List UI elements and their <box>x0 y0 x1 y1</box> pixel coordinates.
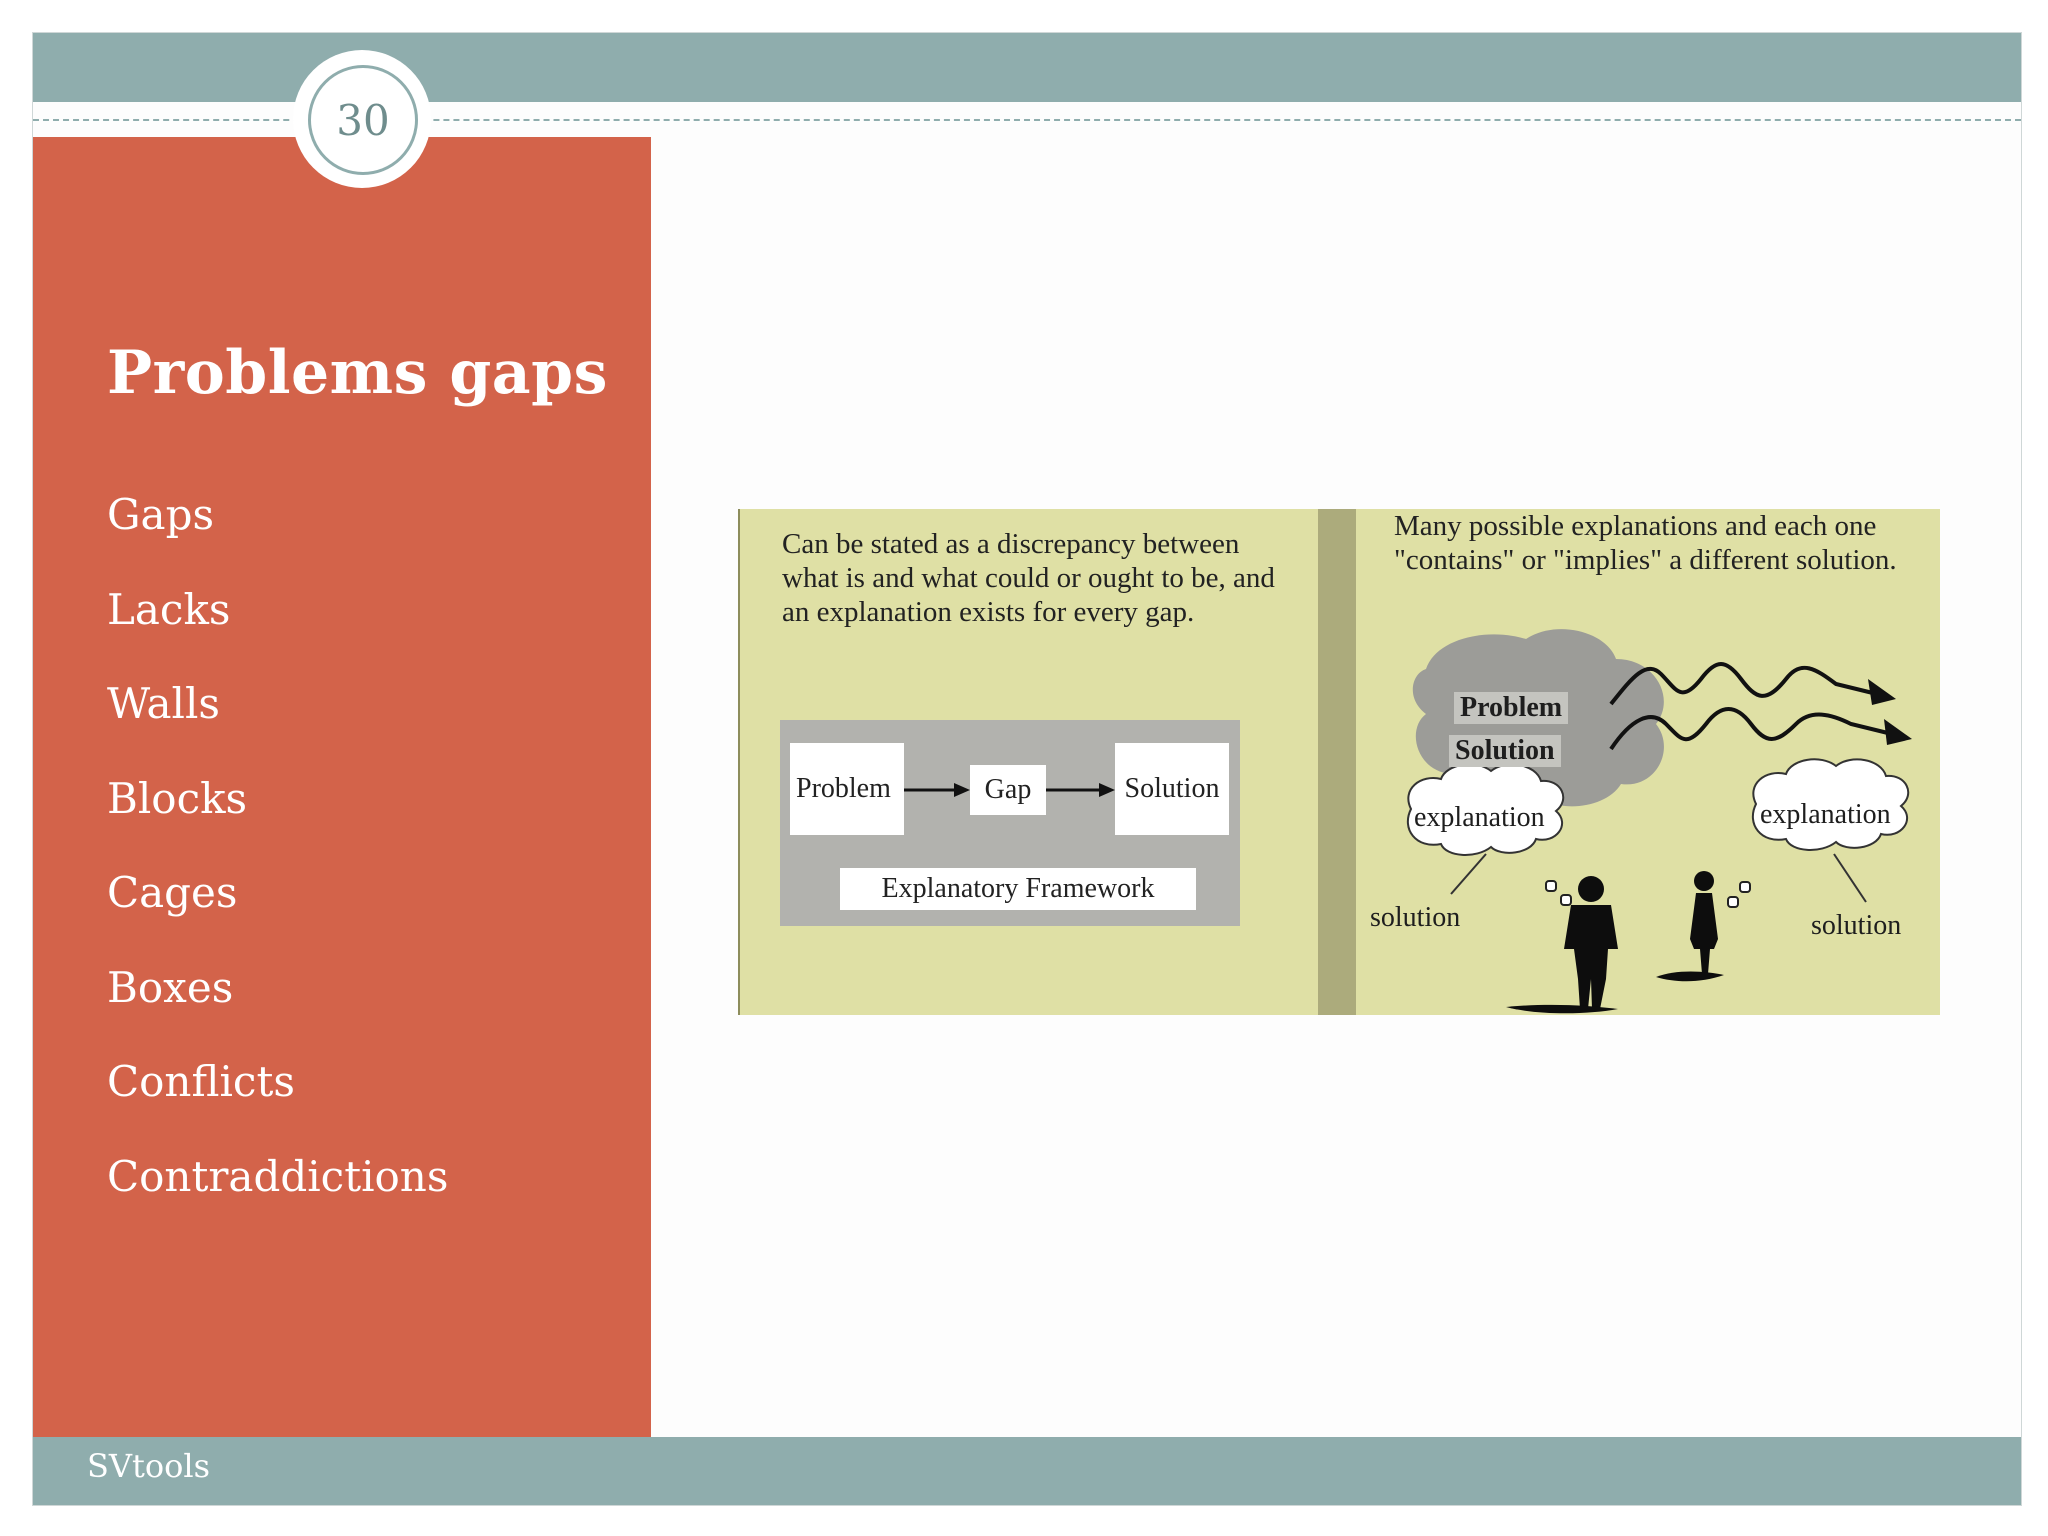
bullet-list <box>107 485 448 1241</box>
figure-left-panel <box>738 509 1318 1015</box>
bullet-item: Cages <box>107 868 238 917</box>
thought-bubble-icon <box>1740 882 1750 892</box>
pointer-line <box>1834 854 1866 902</box>
thought-bubble-icon <box>1561 895 1571 905</box>
solution-left-label: solution <box>1370 902 1461 933</box>
woman-silhouette-icon <box>1656 871 1724 981</box>
figure-left-caption: Can be stated as a discrepancy between what is and what could or ought to be, and an explanation exists for every gap. <box>782 528 1275 628</box>
bullet-item: Conflicts <box>107 1057 295 1106</box>
slide <box>33 33 2021 1505</box>
gap-figure <box>738 509 1940 1015</box>
explanation-left-label: explanation <box>1414 802 1545 833</box>
bullet-item: Walls <box>107 679 220 728</box>
flow-solution-box: Solution <box>1115 743 1229 835</box>
bullet-item: Boxes <box>107 962 234 1012</box>
flow-problem-box: Problem <box>790 743 904 835</box>
cloud-problem-label: Problem <box>1454 692 1568 724</box>
solution-right-label: solution <box>1811 910 1902 941</box>
flow-gap-box: Gap <box>970 765 1046 815</box>
pointer-line <box>1451 854 1486 894</box>
footer-text: SVtools <box>87 1447 211 1485</box>
bullet-item: Blocks <box>107 773 248 823</box>
arrow-head-icon <box>1099 783 1115 797</box>
explanation-right-label: explanation <box>1760 799 1891 830</box>
bullet-item: Lacks <box>107 584 231 634</box>
arrow-head-icon <box>954 783 970 797</box>
bullet-item: Gaps <box>107 490 215 539</box>
flow-diagram <box>780 720 1240 926</box>
arrow-head-icon <box>1884 719 1912 745</box>
cloud-solution-label: Solution <box>1449 735 1561 767</box>
thought-bubble-icon <box>1728 897 1738 907</box>
figure-right-panel <box>1356 509 1940 1015</box>
slide-number: 30 <box>308 65 418 175</box>
arrow-head-icon <box>1868 679 1896 705</box>
thought-bubble-icon <box>1546 881 1556 891</box>
flow-framework-box: Explanatory Framework <box>840 868 1196 910</box>
figure-divider <box>1318 509 1356 1015</box>
bullet-item: Contraddictions <box>107 1151 449 1201</box>
slide-title: Problems gaps <box>107 338 608 408</box>
slide-number-badge <box>293 50 431 188</box>
figure-right-caption: Many possible explanations and each one "contains" or "implies" a different solution. <box>1394 510 1897 576</box>
footer-band <box>33 1437 2021 1505</box>
